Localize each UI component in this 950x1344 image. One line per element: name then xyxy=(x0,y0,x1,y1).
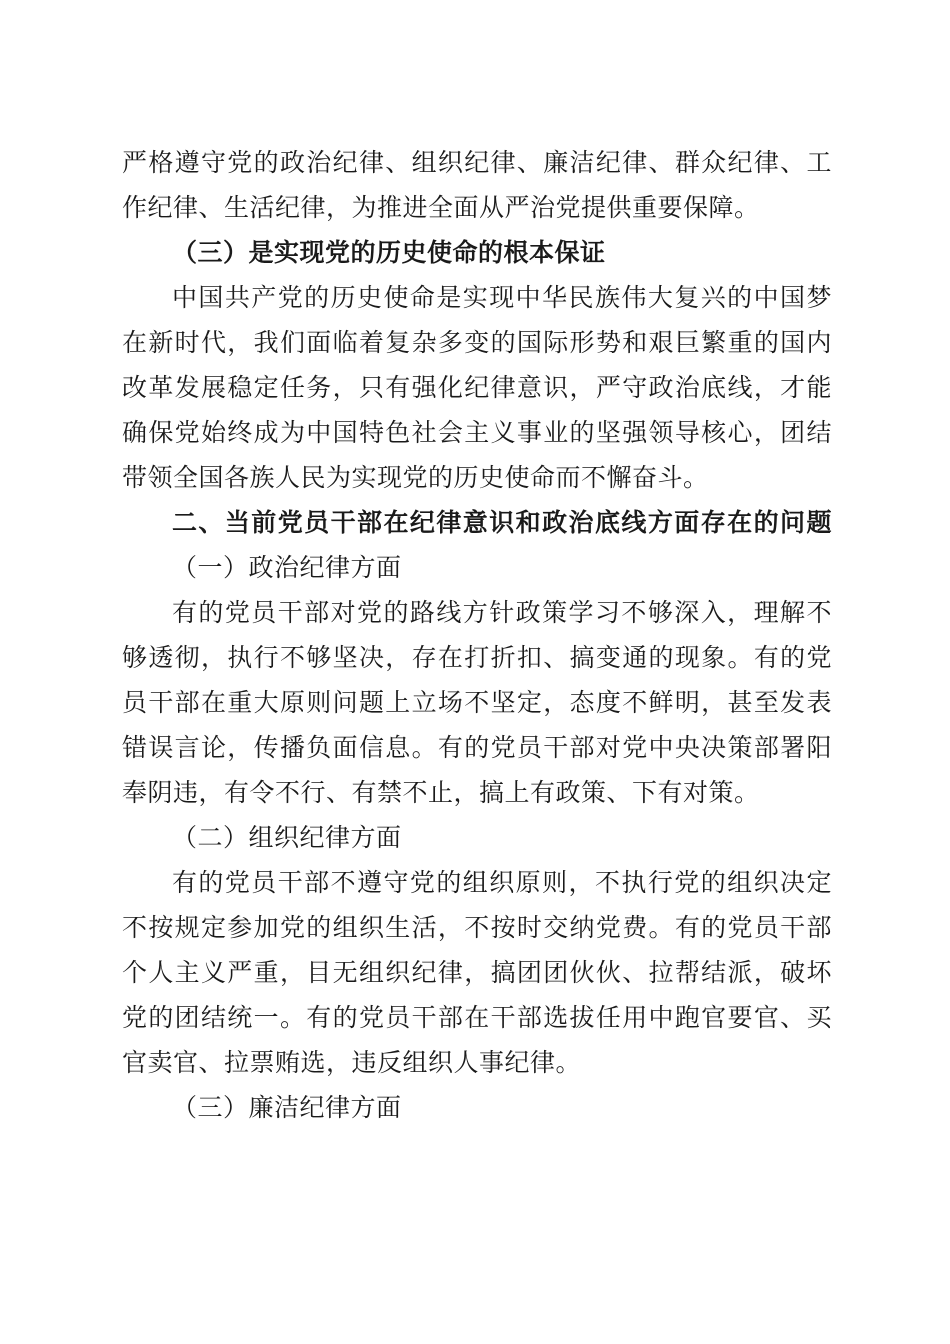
subheading-1: （一）政治纪律方面 xyxy=(172,553,402,582)
body-text-line: 带领全国各族人民为实现党的历史使命而不懈奋斗。 xyxy=(122,463,709,492)
body-text-line: 够透彻，执行不够坚决，存在打折扣、搞变通的现象。有的党 xyxy=(122,643,832,672)
body-text-line: 在新时代，我们面临着复杂多变的国际形势和艰巨繁重的国内 xyxy=(122,328,832,357)
body-text-line: 中国共产党的历史使命是实现中华民族伟大复兴的中国梦 xyxy=(172,283,832,312)
body-text-line: 党的团结统一。有的党员干部在干部选拔任用中跑官要官、买 xyxy=(122,1003,832,1032)
body-text-line: 有的党员干部对党的路线方针政策学习不够深入，理解不 xyxy=(172,598,832,627)
body-text-line: 确保党始终成为中国特色社会主义事业的坚强领导核心，团结 xyxy=(122,418,832,447)
body-text-line: 作纪律、生活纪律，为推进全面从严治党提供重要保障。 xyxy=(122,193,760,222)
section-heading-2: 二、当前党员干部在纪律意识和政治底线方面存在的问题 xyxy=(172,508,832,537)
body-text-line: 错误言论，传播负面信息。有的党员干部对党中央决策部署阳 xyxy=(122,733,832,762)
body-text-line: 严格遵守党的政治纪律、组织纪律、廉洁纪律、群众纪律、工 xyxy=(122,148,832,177)
body-text-line: 有的党员干部不遵守党的组织原则，不执行党的组织决定 xyxy=(172,868,832,897)
body-text-line: 员干部在重大原则问题上立场不坚定，态度不鲜明，甚至发表 xyxy=(122,688,832,717)
body-text-line: 官卖官、拉票贿选，违反组织人事纪律。 xyxy=(122,1048,582,1077)
body-text-line: 奉阴违，有令不行、有禁不止，搞上有政策、下有对策。 xyxy=(122,778,760,807)
subheading-3: （三）是实现党的历史使命的根本保证 xyxy=(172,238,606,267)
subheading-3-partial: （三）廉洁纪律方面 xyxy=(172,1093,402,1122)
body-text-line: 改革发展稳定任务，只有强化纪律意识，严守政治底线，才能 xyxy=(122,373,832,402)
subheading-2: （二）组织纪律方面 xyxy=(172,823,402,852)
body-text-line: 个人主义严重，目无组织纪律，搞团团伙伙、拉帮结派，破坏 xyxy=(122,958,832,987)
body-text-line: 不按规定参加党的组织生活，不按时交纳党费。有的党员干部 xyxy=(122,913,832,942)
